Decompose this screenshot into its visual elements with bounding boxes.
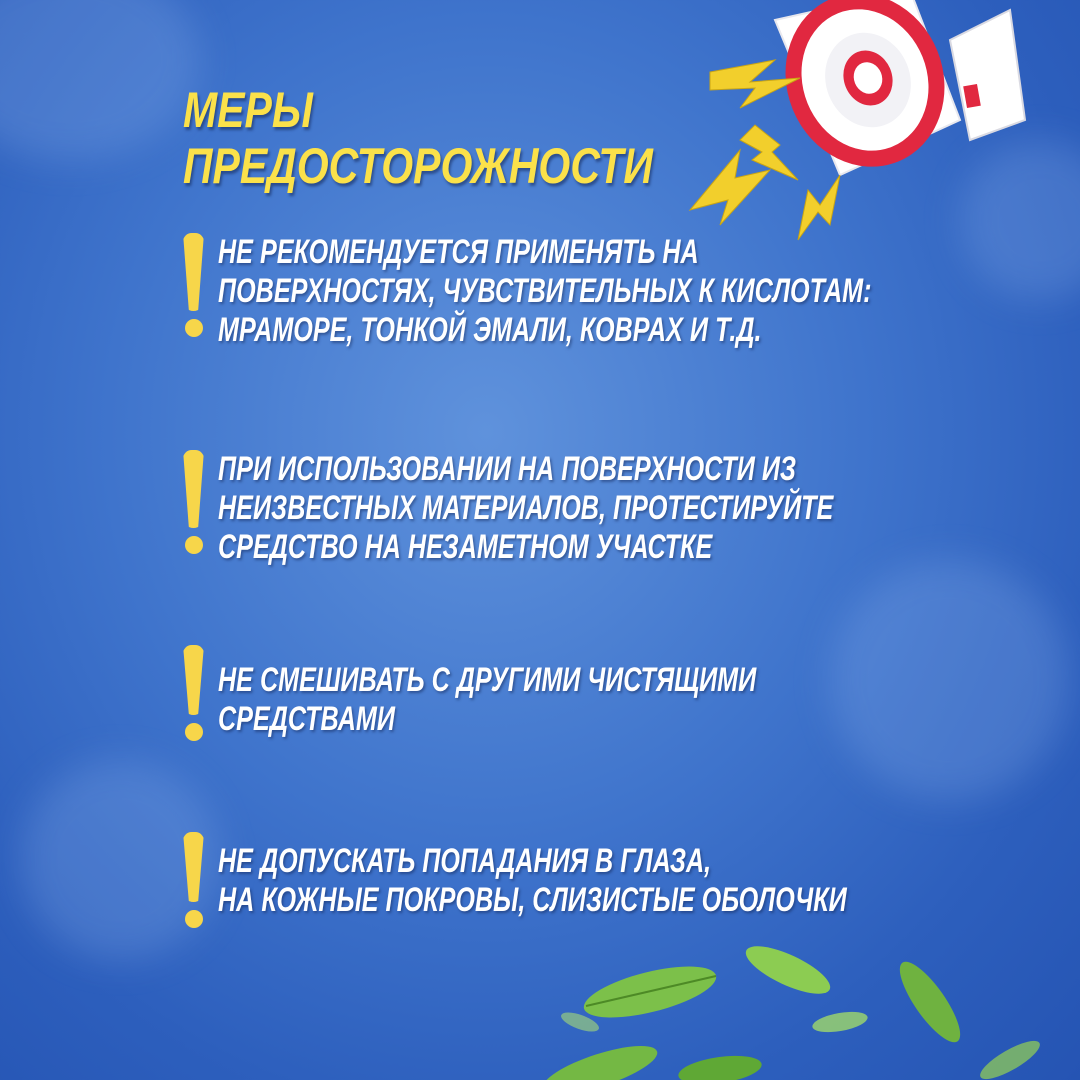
warning-text [218, 233, 872, 350]
warning-line: МРАМОРЕ, ТОНКОЙ ЭМАЛИ, КОВРАХ И Т.Д. [218, 311, 762, 349]
warning-line: СРЕДСТВО НА НЕЗАМЕТНОМ УЧАСТКЕ [218, 528, 713, 566]
warning-line: НЕ РЕКОМЕНДУЕТСЯ ПРИМЕНЯТЬ НА [218, 233, 699, 271]
bokeh-light [830, 560, 1070, 800]
warning-line: СРЕДСТВАМИ [218, 700, 395, 738]
warning-line: ПРИ ИСПОЛЬЗОВАНИИ НА ПОВЕРХНОСТИ ИЗ [218, 450, 797, 488]
warning-line: НЕ ДОПУСКАТЬ ПОПАДАНИЯ В ГЛАЗА, [218, 842, 712, 880]
leaf-icon [538, 1036, 662, 1080]
warning-text [218, 661, 756, 739]
bokeh-light [0, 0, 200, 160]
exclamation-icon [178, 233, 210, 343]
exclamation-icon [178, 450, 210, 560]
title-line-1: МЕРЫ [183, 82, 313, 138]
page-title [183, 82, 653, 194]
exclamation-icon [178, 832, 210, 932]
warning-line: НЕ СМЕШИВАТЬ С ДРУГИМИ ЧИСТЯЩИМИ [218, 661, 757, 699]
warning-line: НЕИЗВЕСТНЫХ МАТЕРИАЛОВ, ПРОТЕСТИРУЙТЕ [218, 489, 834, 527]
leaf-icon [890, 954, 970, 1050]
leaf-icon [579, 956, 721, 1028]
leaf-icon [740, 937, 836, 1003]
leaves-decoration [520, 930, 1080, 1080]
leaf-icon [976, 1034, 1045, 1080]
title-line-2: ПРЕДОСТОРОЖНОСТИ [183, 138, 653, 194]
warning-text [218, 842, 847, 920]
warning-text [218, 450, 833, 567]
exclamation-icon [178, 645, 210, 745]
megaphone-icon [680, 0, 1080, 260]
warning-line: НА КОЖНЫЕ ПОКРОВЫ, СЛИЗИСТЫЕ ОБОЛОЧКИ [218, 881, 847, 919]
leaf-icon [811, 1008, 869, 1035]
warning-line: ПОВЕРХНОСТЯХ, ЧУВСТВИТЕЛЬНЫХ К КИСЛОТАМ: [218, 272, 872, 310]
leaf-icon [677, 1051, 764, 1080]
